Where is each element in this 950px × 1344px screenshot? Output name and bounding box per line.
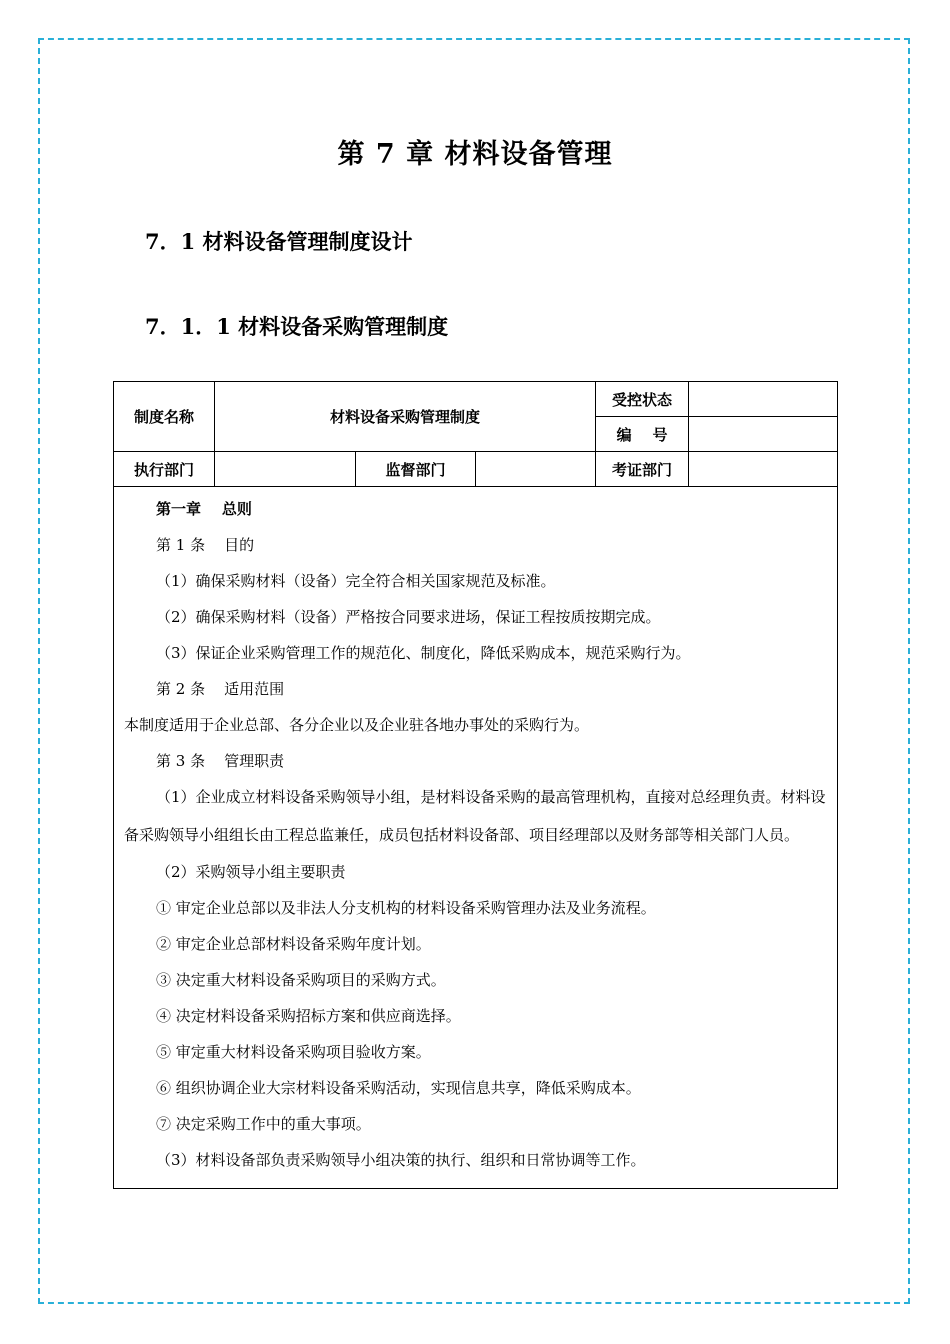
regulation-table (113, 381, 838, 1189)
regulation-name-value: 材料设备采购管理制度 (215, 382, 596, 452)
article3-item-1: （1）企业成立材料设备采购领导小组，是材料设备采购的最高管理机构，直接对总经理负责。材料设备采购领导小组组长由工程总监兼任，成员包括材料设备部、项目经理部以及财务部等相关部门人员。 (124, 788, 826, 844)
exec-dept-value (215, 452, 356, 487)
label-verify-dept: 考证部门 (596, 452, 689, 487)
label-control-status: 受控状态 (596, 382, 689, 417)
article1-title: 第 1 条 目的 (156, 536, 255, 554)
control-status-value (689, 382, 838, 417)
article1-item-3: （3）保证企业采购管理工作的规范化、制度化，降低采购成本，规范采购行为。 (156, 644, 691, 662)
chapter1-heading: 第一章 总则 (156, 500, 252, 518)
article3-duty-4: ④ 决定材料设备采购招标方案和供应商选择。 (156, 1007, 461, 1025)
article3-title: 第 3 条 管理职责 (156, 752, 285, 770)
article3-item-2-title: （2）采购领导小组主要职责 (156, 863, 346, 881)
article3-item-3: （3）材料设备部负责采购领导小组决策的执行、组织和日常协调等工作。 (156, 1151, 646, 1169)
section-title: 7．1 材料设备管理制度设计 (145, 229, 413, 254)
supervise-dept-value (476, 452, 596, 487)
label-number: 编 号 (596, 417, 689, 452)
label-supervise-dept: 监督部门 (356, 452, 476, 487)
subsection-title: 7．1．1 材料设备采购管理制度 (145, 314, 449, 339)
verify-dept-value (689, 452, 838, 487)
article3-duty-6: ⑥ 组织协调企业大宗材料设备采购活动，实现信息共享，降低采购成本。 (156, 1079, 641, 1097)
label-exec-dept: 执行部门 (114, 452, 215, 487)
label-regulation-name: 制度名称 (114, 382, 215, 452)
article2-text: 本制度适用于企业总部、各分企业以及企业驻各地办事处的采购行为。 (124, 716, 590, 734)
regulation-content (114, 487, 838, 1189)
article2-title: 第 2 条 适用范围 (156, 680, 285, 698)
article3-duty-1: ① 审定企业总部以及非法人分支机构的材料设备采购管理办法及业务流程。 (156, 899, 656, 917)
article1-item-2: （2）确保采购材料（设备）严格按合同要求进场，保证工程按质按期完成。 (156, 608, 661, 626)
number-value (689, 417, 838, 452)
article3-duty-5: ⑤ 审定重大材料设备采购项目验收方案。 (156, 1043, 431, 1061)
article3-duty-3: ③ 决定重大材料设备采购项目的采购方式。 (156, 971, 446, 989)
article3-duty-7: ⑦ 决定采购工作中的重大事项。 (156, 1115, 371, 1133)
article3-duty-2: ② 审定企业总部材料设备采购年度计划。 (156, 935, 431, 953)
article1-item-1: （1）确保采购材料（设备）完全符合相关国家规范及标准。 (156, 572, 556, 590)
chapter-title: 第 7 章 材料设备管理 (337, 139, 613, 170)
